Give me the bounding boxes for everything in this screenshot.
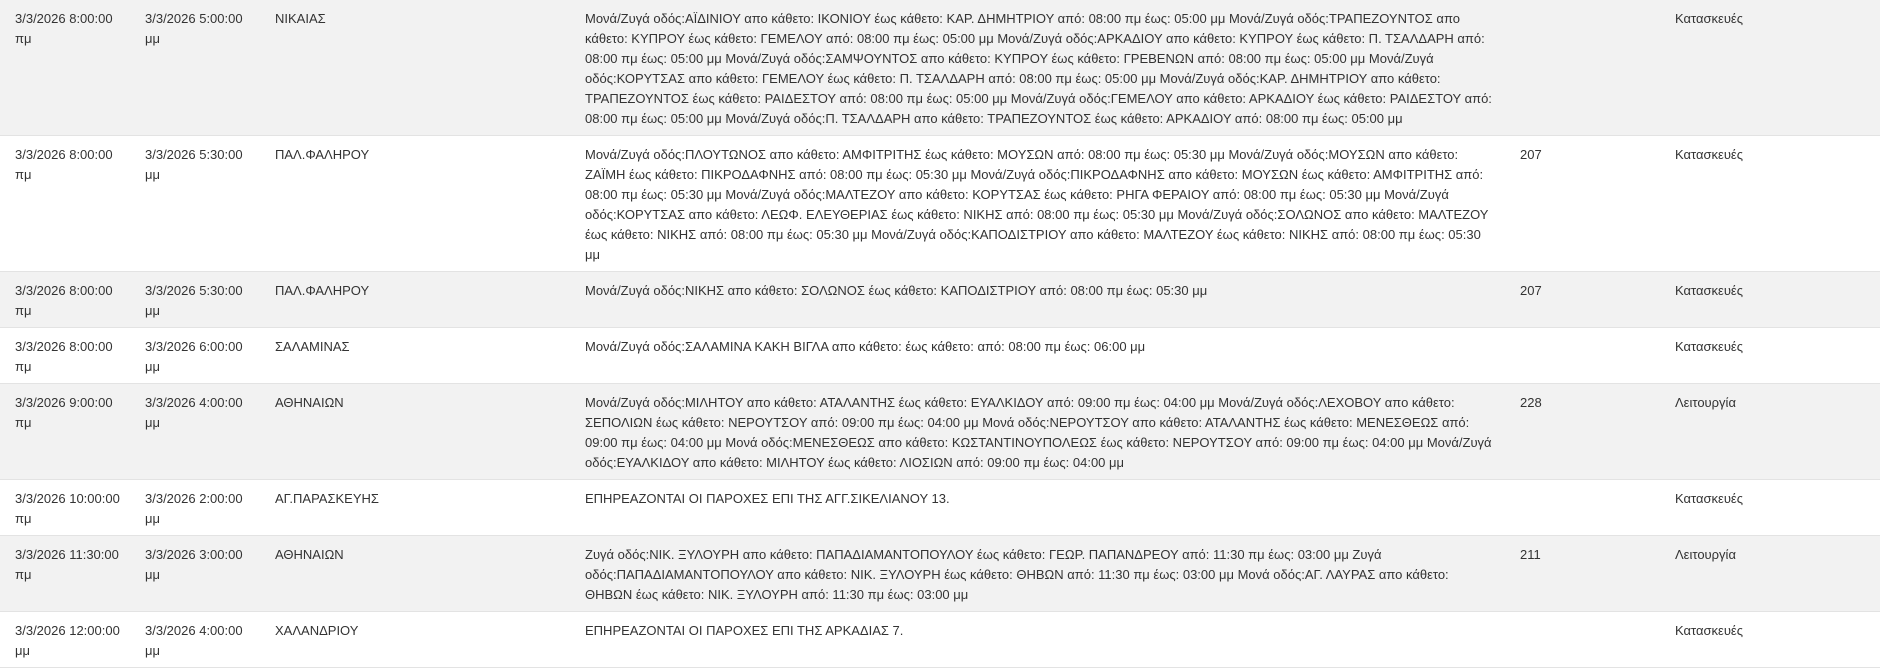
- end-datetime-cell: 3/3/2026 3:00:00 μμ: [130, 536, 260, 612]
- end-datetime-cell: 3/3/2026 6:00:00 μμ: [130, 328, 260, 384]
- code-cell: [1505, 0, 1660, 136]
- description-cell: Μονά/Ζυγά οδός:ΑΪΔΙΝΙΟΥ απο κάθετο: ΙΚΟΝΙΟΥ έως κάθετο: ΚΑΡ. ΔΗΜΗΤΡΙΟΥ από: 08:00 πμ έως: 05:00 μμ Μονά/Ζυγά οδός:ΤΡΑΠΕΖΟΥΝΤΟΣ απο κάθετο: ΚΥΠΡΟΥ έως κάθετο: ΓΕΜΕΛΟΥ από: 08:00 πμ έως: 05:00 μμ Μονά/Ζυγά οδός:ΑΡΚΑΔΙΟΥ απο κάθετο: ΚΥΠΡΟΥ έως κάθετο: Π. ΤΣΑΛΔΑΡΗ από: 08:00 πμ έως: 05:00 μμ Μονά/Ζυγά οδός:ΣΑΜΨΟΥΝΤΟΣ απο κάθετο: ΚΥΠΡΟΥ έως κάθετο: ΓΡΕΒΕΝΩΝ από: 08:00 πμ έως: 05:00 μμ Μονά/Ζυγά οδός:ΚΟΡΥΤΣΑΣ απο κάθετο: ΓΕΜΕΛΟΥ έως κάθετο: Π. ΤΣΑΛΔΑΡΗ από: 08:00 πμ έως: 05:00 μμ Μονά/Ζυγά οδός:ΚΑΡ. ΔΗΜΗΤΡΙΟΥ απο κάθετο: ΤΡΑΠΕΖΟΥΝΤΟΣ έως κάθετο: ΡΑΙΔΕΣΤΟΥ από: 08:00 πμ έως: 05:00 μμ Μονά/Ζυγά οδός:ΓΕΜΕΛΟΥ απο κάθετο: ΑΡΚΑΔΙΟΥ έως κάθετο: ΡΑΙΔΕΣΤΟΥ από: 08:00 πμ έως: 05:00 μμ Μονά/Ζυγά οδός:Π. ΤΣΑΛΔΑΡΗ απο κάθετο: ΤΡΑΠΕΖΟΥΝΤΟΣ έως κάθετο: ΑΡΚΑΔΙΟΥ από: 08:00 πμ έως: 05:00 μμ: [570, 0, 1505, 136]
- table-row: [0, 272, 1880, 328]
- table-row: [0, 328, 1880, 384]
- municipality-cell: ΠΑΛ.ΦΑΛΗΡΟΥ: [260, 272, 570, 328]
- table-row: [0, 612, 1880, 668]
- end-datetime-cell: 3/3/2026 2:00:00 μμ: [130, 480, 260, 536]
- start-datetime-cell: 3/3/2026 8:00:00 πμ: [0, 0, 130, 136]
- start-datetime-cell: 3/3/2026 8:00:00 πμ: [0, 136, 130, 272]
- description-cell: Μονά/Ζυγά οδός:ΠΛΟΥΤΩΝΟΣ απο κάθετο: ΑΜΦΙΤΡΙΤΗΣ έως κάθετο: ΜΟΥΣΩΝ από: 08:00 πμ έως: 05:30 μμ Μονά/Ζυγά οδός:ΜΟΥΣΩΝ απο κάθετο: ΖΑΪΜΗ έως κάθετο: ΠΙΚΡΟΔΑΦΝΗΣ από: 08:00 πμ έως: 05:30 μμ Μονά/Ζυγά οδός:ΠΙΚΡΟΔΑΦΝΗΣ απο κάθετο: ΜΟΥΣΩΝ έως κάθετο: ΑΜΦΙΤΡΙΤΗΣ από: 08:00 πμ έως: 05:30 μμ Μονά/Ζυγά οδός:ΜΑΛΤΕΖΟΥ απο κάθετο: ΚΟΡΥΤΣΑΣ έως κάθετο: ΡΗΓΑ ΦΕΡΑΙΟΥ από: 08:00 πμ έως: 05:30 μμ Μονά/Ζυγά οδός:ΚΟΡΥΤΣΑΣ απο κάθετο: ΛΕΩΦ. ΕΛΕΥΘΕΡΙΑΣ έως κάθετο: ΝΙΚΗΣ από: 08:00 πμ έως: 05:30 μμ Μονά/Ζυγά οδός:ΣΟΛΩΝΟΣ απο κάθετο: ΜΑΛΤΕΖΟΥ έως κάθετο: ΝΙΚΗΣ από: 08:00 πμ έως: 05:30 μμ Μονά/Ζυγά οδός:ΚΑΠΟΔΙΣΤΡΙΟΥ απο κάθετο: ΜΑΛΤΕΖΟΥ έως κάθετο: ΝΙΚΗΣ από: 08:00 πμ έως: 05:30 μμ: [570, 136, 1505, 272]
- end-datetime-cell: 3/3/2026 4:00:00 μμ: [130, 612, 260, 668]
- type-cell: Κατασκευές: [1660, 480, 1880, 536]
- municipality-cell: ΣΑΛΑΜΙΝΑΣ: [260, 328, 570, 384]
- end-datetime-cell: 3/3/2026 5:30:00 μμ: [130, 272, 260, 328]
- end-datetime-cell: 3/3/2026 5:00:00 μμ: [130, 0, 260, 136]
- municipality-cell: ΑΓ.ΠΑΡΑΣΚΕΥΗΣ: [260, 480, 570, 536]
- start-datetime-cell: 3/3/2026 8:00:00 πμ: [0, 272, 130, 328]
- start-datetime-cell: 3/3/2026 9:00:00 πμ: [0, 384, 130, 480]
- description-cell: Μονά/Ζυγά οδός:ΣΑΛΑΜΙΝΑ ΚΑΚΗ ΒΙΓΛΑ απο κάθετο: έως κάθετο: από: 08:00 πμ έως: 06:00 μμ: [570, 328, 1505, 384]
- type-cell: Κατασκευές: [1660, 328, 1880, 384]
- municipality-cell: ΑΘΗΝΑΙΩΝ: [260, 536, 570, 612]
- municipality-cell: ΠΑΛ.ΦΑΛΗΡΟΥ: [260, 136, 570, 272]
- description-cell: ΕΠΗΡΕΑΖΟΝΤΑΙ ΟΙ ΠΑΡΟΧΕΣ ΕΠΙ ΤΗΣ ΑΓΓ.ΣΙΚΕΛΙΑΝΟΥ 13.: [570, 480, 1505, 536]
- municipality-cell: ΝΙΚΑΙΑΣ: [260, 0, 570, 136]
- municipality-cell: ΑΘΗΝΑΙΩΝ: [260, 384, 570, 480]
- type-cell: Κατασκευές: [1660, 272, 1880, 328]
- code-cell: 211: [1505, 536, 1660, 612]
- code-cell: [1505, 480, 1660, 536]
- description-cell: Μονά/Ζυγά οδός:ΜΙΛΗΤΟΥ απο κάθετο: ΑΤΑΛΑΝΤΗΣ έως κάθετο: ΕΥΑΛΚΙΔΟΥ από: 09:00 πμ έως: 04:00 μμ Μονά/Ζυγά οδός:ΛΕΧΟΒΟΥ απο κάθετο: ΣΕΠΟΛΙΩΝ έως κάθετο: ΝΕΡΟΥΤΣΟΥ από: 09:00 πμ έως: 04:00 μμ Μονά οδός:ΝΕΡΟΥΤΣΟΥ απο κάθετο: ΑΤΑΛΑΝΤΗΣ έως κάθετο: ΜΕΝΕΣΘΕΩΣ από: 09:00 πμ έως: 04:00 μμ Μονά οδός:ΜΕΝΕΣΘΕΩΣ απο κάθετο: ΚΩΣΤΑΝΤΙΝΟΥΠΟΛΕΩΣ έως κάθετο: ΝΕΡΟΥΤΣΟΥ από: 09:00 πμ έως: 04:00 μμ Μονά/Ζυγά οδός:ΕΥΑΛΚΙΔΟΥ απο κάθετο: ΜΙΛΗΤΟΥ έως κάθετο: ΛΙΟΣΙΩΝ από: 09:00 πμ έως: 04:00 μμ: [570, 384, 1505, 480]
- start-datetime-cell: 3/3/2026 8:00:00 πμ: [0, 328, 130, 384]
- description-cell: Ζυγά οδός:ΝΙΚ. ΞΥΛΟΥΡΗ απο κάθετο: ΠΑΠΑΔΙΑΜΑΝΤΟΠΟΥΛΟΥ έως κάθετο: ΓΕΩΡ. ΠΑΠΑΝΔΡΕΟΥ από: 11:30 πμ έως: 03:00 μμ Ζυγά οδός:ΠΑΠΑΔΙΑΜΑΝΤΟΠΟΥΛΟΥ απο κάθετο: ΝΙΚ. ΞΥΛΟΥΡΗ έως κάθετο: ΘΗΒΩΝ από: 11:30 πμ έως: 03:00 μμ Μονά οδός:ΑΓ. ΛΑΥΡΑΣ απο κάθετο: ΘΗΒΩΝ έως κάθετο: ΝΙΚ. ΞΥΛΟΥΡΗ από: 11:30 πμ έως: 03:00 μμ: [570, 536, 1505, 612]
- table-row: [0, 536, 1880, 612]
- start-datetime-cell: 3/3/2026 10:00:00 πμ: [0, 480, 130, 536]
- type-cell: Κατασκευές: [1660, 0, 1880, 136]
- table-row: [0, 480, 1880, 536]
- start-datetime-cell: 3/3/2026 12:00:00 μμ: [0, 612, 130, 668]
- description-cell: ΕΠΗΡΕΑΖΟΝΤΑΙ ΟΙ ΠΑΡΟΧΕΣ ΕΠΙ ΤΗΣ ΑΡΚΑΔΙΑΣ 7.: [570, 612, 1505, 668]
- table-row: [0, 384, 1880, 480]
- description-cell: Μονά/Ζυγά οδός:ΝΙΚΗΣ απο κάθετο: ΣΟΛΩΝΟΣ έως κάθετο: ΚΑΠΟΔΙΣΤΡΙΟΥ από: 08:00 πμ έως: 05:30 μμ: [570, 272, 1505, 328]
- code-cell: 228: [1505, 384, 1660, 480]
- code-cell: 207: [1505, 272, 1660, 328]
- end-datetime-cell: 3/3/2026 4:00:00 μμ: [130, 384, 260, 480]
- table-row: [0, 0, 1880, 136]
- type-cell: Λειτουργία: [1660, 384, 1880, 480]
- type-cell: Κατασκευές: [1660, 136, 1880, 272]
- code-cell: [1505, 328, 1660, 384]
- type-cell: Λειτουργία: [1660, 536, 1880, 612]
- code-cell: 207: [1505, 136, 1660, 272]
- type-cell: Κατασκευές: [1660, 612, 1880, 668]
- municipality-cell: ΧΑΛΑΝΔΡΙΟΥ: [260, 612, 570, 668]
- start-datetime-cell: 3/3/2026 11:30:00 πμ: [0, 536, 130, 612]
- table-row: [0, 136, 1880, 272]
- code-cell: [1505, 612, 1660, 668]
- end-datetime-cell: 3/3/2026 5:30:00 μμ: [130, 136, 260, 272]
